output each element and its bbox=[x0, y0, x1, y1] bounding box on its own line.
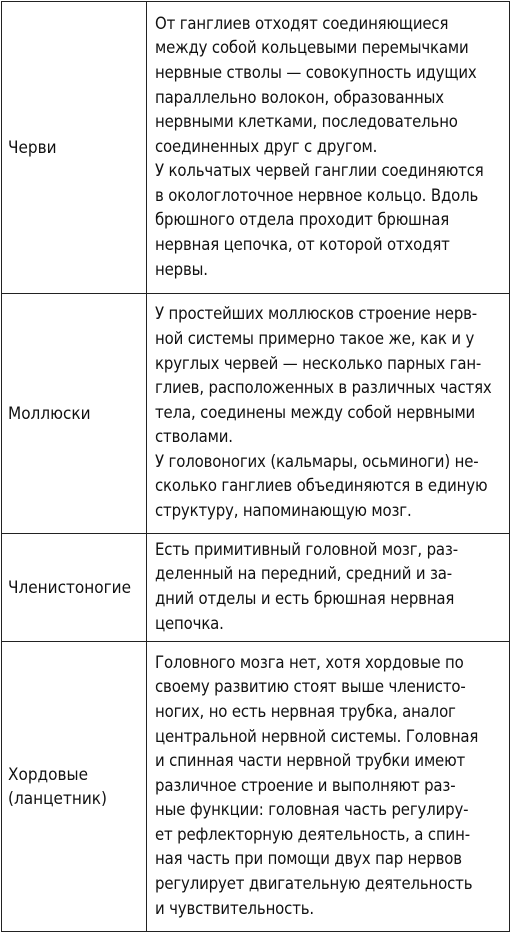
description-line: цепочка. bbox=[155, 613, 224, 633]
description-line: глиев, расположенных в различных частях bbox=[155, 378, 492, 398]
group-cell bbox=[2, 534, 147, 642]
group-name-note: (ланцетник) bbox=[8, 788, 107, 809]
description-line: и спинная части нервной трубки имеют bbox=[155, 751, 466, 771]
description-line: Есть примитивный головной мозг, раз- bbox=[155, 539, 458, 559]
description-line: стволами. bbox=[155, 427, 233, 447]
description-line: ные функции: головная часть регулиру- bbox=[155, 800, 469, 820]
description-line: От ганглиев отходят соединяющиеся bbox=[155, 13, 449, 33]
description-line: нервная цепочка, от которой отходят bbox=[155, 235, 450, 255]
description-line: ной системы примерно такое же, как и у bbox=[155, 328, 475, 348]
description-line: У простейших моллюсков строение нерв- bbox=[155, 304, 478, 324]
description-line: ет рефлекторную деятельность, а спин- bbox=[155, 824, 470, 844]
description-line: сколько ганглиев объединяются в единую bbox=[155, 476, 488, 496]
description-line: структуру, напоминающую мозг. bbox=[155, 501, 412, 521]
group-name: Членистоногие bbox=[8, 577, 132, 598]
description-line: У кольчатых червей ганглии соединяются bbox=[155, 161, 484, 181]
table-row bbox=[2, 642, 510, 932]
table-row bbox=[2, 2, 510, 294]
description-cell bbox=[147, 294, 510, 534]
group-name: Моллюски bbox=[8, 403, 91, 424]
description-line: различное строение и выполняют раз- bbox=[155, 775, 456, 795]
description-cell bbox=[147, 642, 510, 932]
description-line: соединенных друг с другом. bbox=[155, 136, 378, 156]
description-line: нервные стволы — совокупность идущих bbox=[155, 62, 477, 82]
description-line: дний отделы и есть брюшная нервная bbox=[155, 589, 455, 608]
table-row bbox=[2, 294, 510, 534]
description-line: своему развитию стоят выше членисто- bbox=[155, 677, 466, 697]
description-line: брюшного отдела проходит брюшная bbox=[155, 210, 450, 230]
group-name: Черви bbox=[8, 137, 57, 158]
group-cell bbox=[2, 642, 147, 932]
description-line: Головного мозга нет, хотя хордовые по bbox=[155, 652, 464, 672]
group-cell bbox=[2, 2, 147, 294]
description-cell bbox=[147, 2, 510, 294]
description-line: параллельно волокон, образованных bbox=[155, 87, 444, 107]
table-row bbox=[2, 534, 510, 642]
description-line: ногих, но есть нервная трубка, аналог bbox=[155, 701, 456, 721]
description-line: тела, соединены между собой нервными bbox=[155, 402, 476, 422]
group-name: Хордовые bbox=[8, 764, 88, 785]
description-line: нервными клетками, последовательно bbox=[155, 112, 458, 132]
description-line: ная часть при помощи двух пар нервов bbox=[155, 849, 462, 869]
description-line: в окологлоточное нервное кольцо. Вдоль bbox=[155, 185, 479, 205]
group-cell bbox=[2, 294, 147, 534]
description-line: нервы. bbox=[155, 259, 208, 279]
description-line: У головоногих (кальмары, осьминоги) не- bbox=[155, 451, 479, 471]
description-line: круглых червей — несколько парных ган- bbox=[155, 353, 482, 373]
description-line: и чувствительность. bbox=[155, 898, 315, 918]
nervous-system-table bbox=[1, 1, 510, 932]
description-cell bbox=[147, 534, 510, 642]
description-line: деленный на передний, средний и за- bbox=[155, 564, 452, 584]
description-line: центральной нервной системы. Головная bbox=[155, 726, 479, 746]
description-line: регулирует двигательную деятельность bbox=[155, 874, 473, 894]
description-line: между собой кольцевыми перемычками bbox=[155, 38, 469, 58]
